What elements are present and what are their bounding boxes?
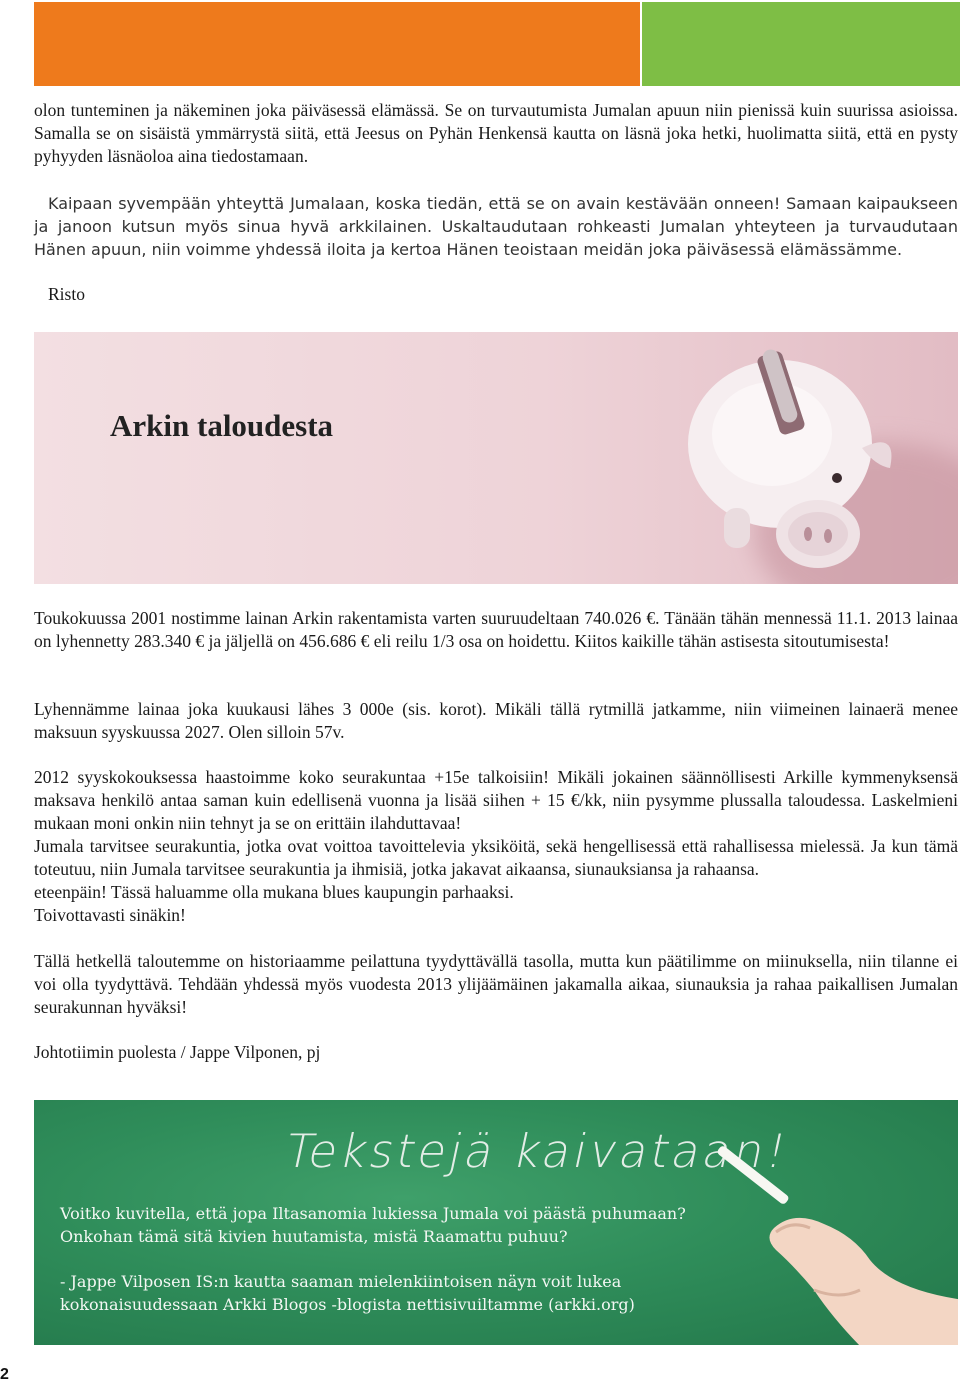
finance-signature: Johtotiimin puolesta / Jappe Vilponen, pj (34, 1042, 321, 1062)
finance-title: Arkin taloudesta (110, 408, 334, 443)
header-orange-bar (34, 2, 640, 86)
finance-paragraph-5: eteenpäin! Tässä haluamme olla mukana blues kaupungin parhaaksi. (34, 882, 514, 902)
finance-paragraph-2: Lyhennämme lainaa joka kuukausi lähes 3 000e (sis. korot). Mikäli tällä rytmillä jatkamme, niin viimeinen lainaerä menee maksuun syyskuussa 2027. Olen silloin 57v. (34, 699, 958, 742)
chalkboard-text-2: - Jappe Vilposen IS:n kautta saaman mielenkiintoisen näyn voit lukea kokonaisuudessaan Arkki Blogos -blogista nettisivuiltamme (arkki.org) (60, 1272, 635, 1314)
page-number: 2 (0, 1366, 9, 1383)
intro-paragraph-2: Kaipaan syvempään yhteyttä Jumalaan, koska tiedän, että se on avain kestävään onneen! Samaan kaipaukseen ja janoon kutsun myös sinua hyvä arkkilainen. Uskaltaudutaan rohkeasti Jumalan yhteyteen ja turvaudutaan Hänen apuun, niin voimme yhdessä iloita ja kertoa Hänen teoistaan meidän joka päiväsessä elämässämme. (34, 194, 958, 259)
header-green-bar (642, 2, 960, 86)
chalkboard-text-1: Voitko kuvitella, että jopa Iltasanomia lukiessa Jumala voi päästä puhumaan? Onkohan tämä sitä kivien huutamista, mistä Raamattu puhuu? (60, 1204, 686, 1246)
piggy-bank-illustration (662, 338, 912, 582)
chalkboard-title: Tekstejä kaivataan! (280, 1124, 795, 1178)
intro-paragraph-1: olon tunteminen ja näkeminen joka päiväsessä elämässä. Se on turvautumista Jumalan apuun niin pienissä kuin suurissa asioissa. Samalla se on sisäistä ymmärrystä siitä, että Jeesus on Pyhän Henkensä kautta on läsnä joka hetki, huolimatta siitä, että en pysty pyhyyden läsnäoloa aina tiedostamaan. (34, 100, 958, 166)
piggy-bank-banner (34, 332, 958, 584)
finance-paragraph-6: Toivottavasti sinäkin! (34, 905, 186, 925)
intro-signature: Risto (48, 284, 85, 304)
chalkboard-banner (34, 1100, 958, 1345)
hand-with-chalk-icon (664, 1140, 958, 1345)
finance-paragraph-3: 2012 syyskokouksessa haastoimme koko seurakuntaa +15e talkoisiin! Mikäli jokainen säännöllisesti Arkille kymmenyksensä maksava henkilö antaa saman kuin edellisenä vuonna ja lisää siihen + 15 €/kk, niin pysymme plussalla taloudessa. Laskelmieni mukaan moni onkin niin tehnyt ja se on erittäin ilahduttavaa! (34, 767, 958, 833)
finance-paragraph-7: Tällä hetkellä taloutemme on historiaamme peilattuna tyydyttävällä tasolla, mutta kun päätilimme on miinuksella, niin tilanne ei voi olla tyydyttävä. Tehdään yhdessä myös vuodesta 2013 ylijäämäinen jakamalla aikaa, siunauksia ja rahaa paikallisen Jumalan seurakunnan hyväksi! (34, 951, 958, 1017)
finance-paragraph-4: Jumala tarvitsee seurakuntia, jotka ovat voittoa tavoittelevia yksiköitä, sekä hengellisessä että rahallisessa mielessä. Ja kun tämä toteutuu, niin Jumala tarvitsee seurakuntia ja ihmisiä, jotka jakavat aikaansa, siunauksiansa ja rahaansa. (34, 836, 958, 879)
finance-paragraph-1: Toukokuussa 2001 nostimme lainan Arkin rakentamista varten suuruudeltaan 740.026 €. Tänään tähän mennessä 11.1. 2013 lainaa on lyhennetty 283.340 € ja jäljellä on 456.686 € eli reilu 1/3 osa on hoidettu. Kiitos kaikille tähän astisesta sitoutumisesta! (34, 608, 958, 651)
